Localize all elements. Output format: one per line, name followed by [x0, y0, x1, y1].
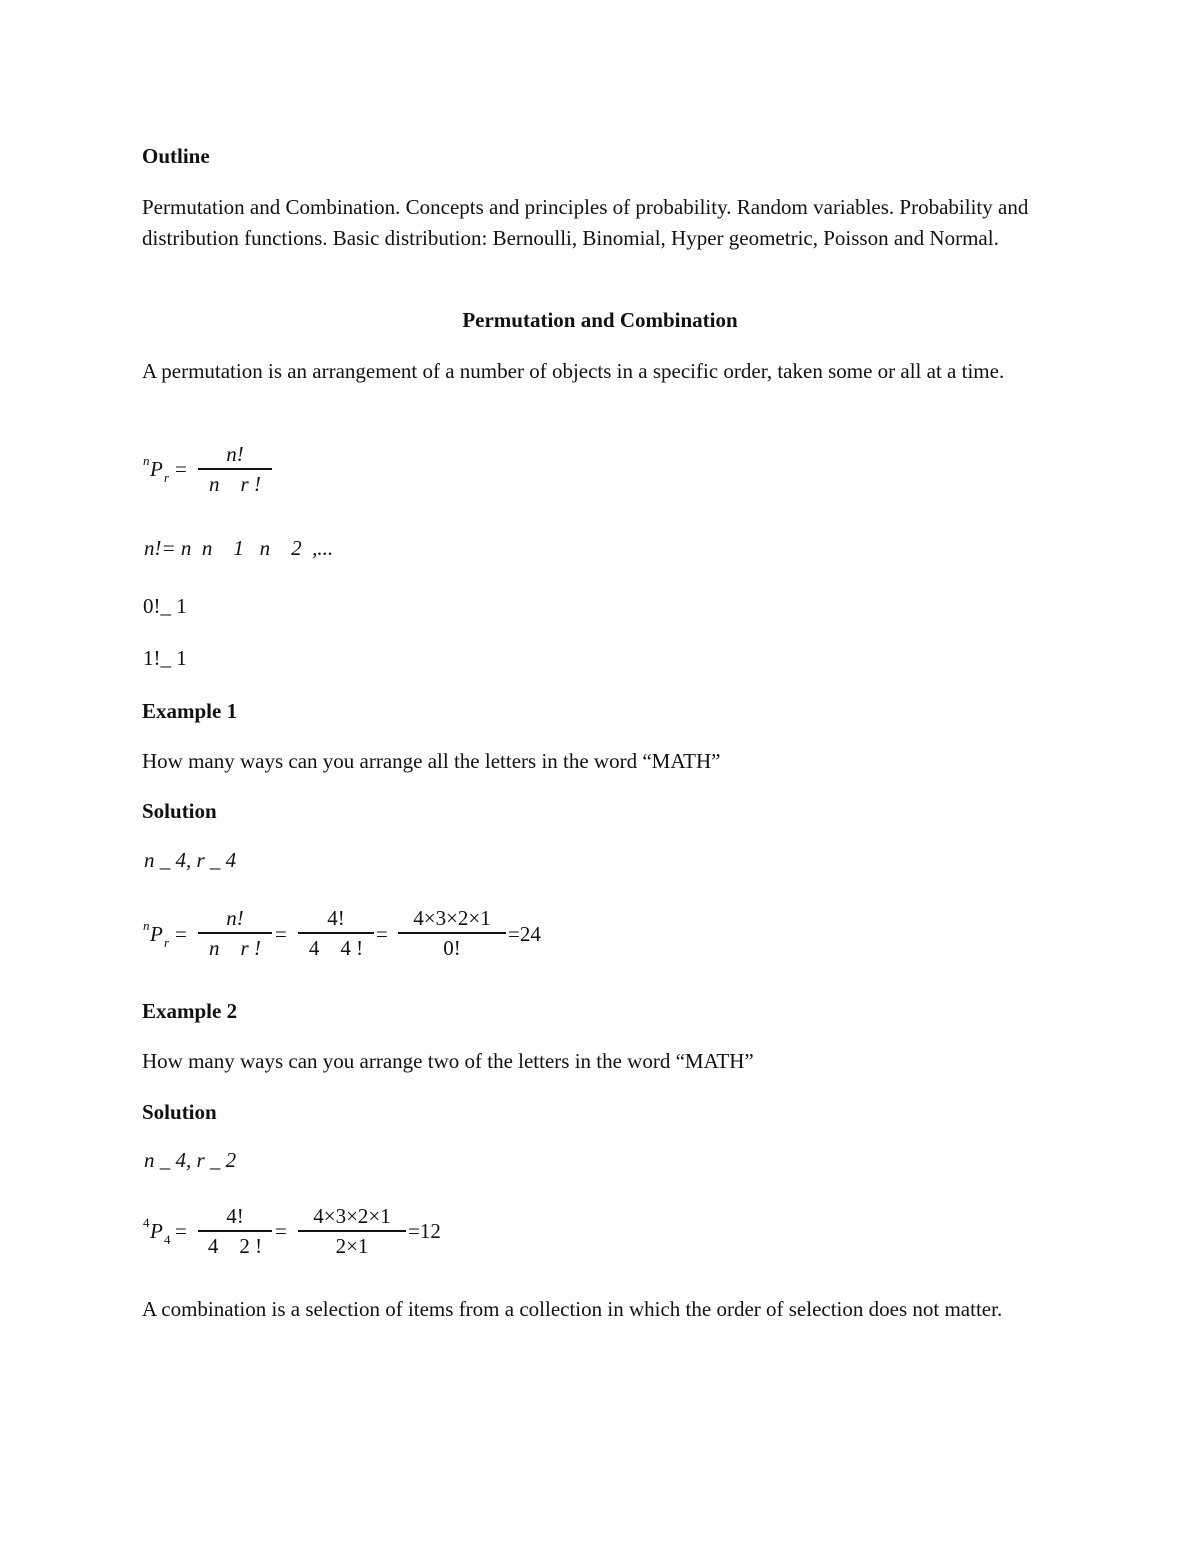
ex2-lhs-sup: 4	[143, 1215, 150, 1230]
outline-text: Permutation and Combination. Concepts and principles of probability. Random variables. Probability and distribution functions. Basic distribution: Bernoulli, Binomial, Hyper geometric, Poisson and Normal.	[142, 195, 1029, 250]
section-title: Permutation and Combination	[462, 308, 738, 332]
ex1-frac2-num: 4!	[327, 906, 345, 930]
npr-eq: =	[175, 457, 187, 481]
ex1-frac1-num: n!	[226, 906, 244, 930]
ex1-frac2-den: 4 4 !	[308, 936, 364, 960]
ex2-frac1-num: 4!	[226, 1204, 244, 1228]
equals-sign: =	[175, 1219, 187, 1243]
ex2-lhs-sub: 4	[164, 1232, 171, 1247]
ex2-result: =12	[408, 1219, 441, 1243]
ex2-frac2-den: 2×1	[335, 1234, 369, 1258]
ex1-frac3-den: 0!	[443, 936, 461, 960]
ex1-fraction-3	[398, 907, 506, 963]
npr-sub: r	[164, 470, 170, 485]
fraction-bar	[198, 932, 272, 934]
ex1-lhs-sub: r	[164, 935, 170, 950]
ex1-lhs-sup: n	[143, 918, 150, 933]
ex1-frac1-den: n r !	[209, 936, 261, 960]
ex2-fraction-2	[298, 1205, 406, 1261]
npr-denominator: n r !	[209, 472, 261, 496]
equals-sign: =	[275, 922, 287, 946]
npr-numerator: n!	[226, 442, 244, 466]
npr-fraction	[198, 443, 272, 499]
npr-sup: n	[143, 453, 150, 468]
example2-solution-heading: Solution	[142, 1100, 217, 1124]
combination-definition: A combination is a selection of items from a collection in which the order of selection does not matter.	[142, 1297, 1003, 1321]
fraction-bar	[298, 1230, 406, 1232]
ex2-lhs-p: P	[150, 1219, 163, 1243]
equals-sign: =	[275, 1219, 287, 1243]
example2-heading: Example 2	[142, 999, 238, 1023]
ex1-result: =24	[508, 922, 541, 946]
example2-question: How many ways can you arrange two of the letters in the word “MATH”	[142, 1049, 754, 1073]
ex2-frac2-num: 4×3×2×1	[313, 1204, 391, 1228]
factorial-definition: n!= n n 1 n 2 ,...	[144, 536, 334, 560]
ex1-lhs-p: P	[150, 922, 163, 946]
ex2-frac1-den: 4 2 !	[207, 1234, 263, 1258]
fraction-bar	[198, 468, 272, 470]
example1-solution-heading: Solution	[142, 799, 217, 823]
zero-factorial: 0!_ 1	[143, 594, 187, 618]
ex1-fraction-1	[198, 907, 272, 963]
fraction-bar	[298, 932, 374, 934]
ex1-frac3-num: 4×3×2×1	[413, 906, 491, 930]
example1-given: n _ 4, r _ 4	[144, 848, 237, 872]
outline-heading: Outline	[142, 144, 210, 168]
ex1-fraction-2	[298, 907, 374, 963]
ex2-fraction-1	[198, 1205, 272, 1261]
fraction-bar	[398, 932, 506, 934]
one-factorial: 1!_ 1	[143, 646, 187, 670]
fraction-bar	[198, 1230, 272, 1232]
equals-sign: =	[376, 922, 388, 946]
example1-heading: Example 1	[142, 699, 238, 723]
npr-p: P	[150, 457, 163, 481]
equals-sign: =	[175, 922, 187, 946]
example2-given: n _ 4, r _ 2	[144, 1148, 237, 1172]
permutation-definition: A permutation is an arrangement of a number of objects in a specific order, taken some or all at a time.	[142, 359, 1005, 383]
example1-question: How many ways can you arrange all the letters in the word “MATH”	[142, 749, 721, 773]
